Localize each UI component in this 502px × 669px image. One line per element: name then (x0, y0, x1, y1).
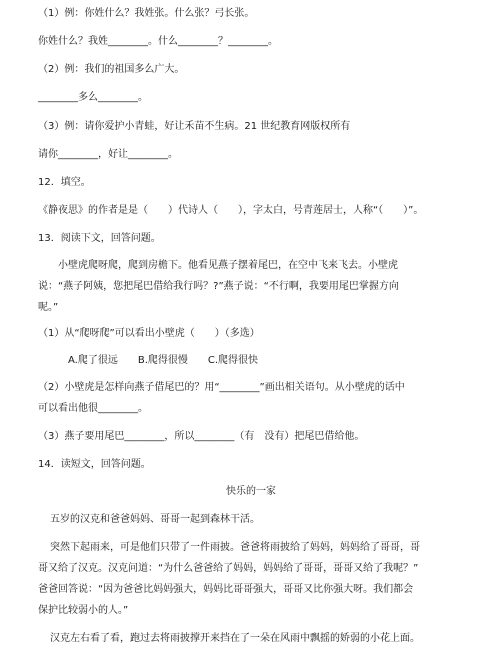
q3-exercise: 请你________，好让________。 (38, 149, 178, 160)
question-12-heading: 12．填空。 (38, 177, 91, 188)
q2-exercise: ________多么________。 (38, 92, 148, 103)
passage-13-line-1: 小壁虎爬呀爬，爬到房檐下。他看见燕子摆着尾巴，在空中飞来飞去。小壁虎 (58, 260, 398, 271)
story-title: 快乐的一家 (226, 486, 276, 497)
q13-2-line-2: 可以看出他很________。 (38, 403, 148, 414)
q2-example: （2）例：我们的祖国多么广大。 (38, 64, 185, 75)
question-12-text: 《静夜思》的作者是是（ ）代诗人（ ），字太白，号青莲居士，人称“（ ）”。 (38, 205, 424, 216)
story-line-6: 汉克左右看了看，跑过去将雨披撑开来挡在了一朵在风雨中飘摇的娇弱的小花上面。 (50, 633, 420, 644)
story-line-2: 突然下起雨来，可是他们只带了一件雨披。爸爸将雨披给了妈妈，妈妈给了哥哥，哥 (50, 542, 420, 553)
story-line-1: 五岁的汉克和爸爸妈妈、哥哥一起到森林干活。 (50, 514, 260, 525)
passage-13-line-3: 呢。” (38, 302, 59, 313)
story-line-3: 哥又给了汉克。汉克问道：“为什么爸爸给了妈妈，妈妈给了哥哥，哥哥又给了我呢？” (38, 563, 419, 574)
q3-example: （3）例：请你爱护小青蛙，好让禾苗不生病。21 世纪教育网版权所有 (38, 121, 351, 132)
q13-3: （3）燕子要用尾巴________，所以________（有 没有）把尾巴借给他。 (38, 431, 365, 442)
story-line-4: 爸爸回答说：“因为爸爸比妈妈强大，妈妈比哥哥强大，哥哥又比你强大呀。我们都会 (38, 584, 414, 595)
question-13-heading: 13．阅读下文，回答问题。 (38, 233, 161, 244)
q1-example: （1）例：你姓什么？我姓张。什么张？弓长张。 (38, 8, 255, 19)
story-line-5: 保护比较弱小的人。” (38, 605, 129, 616)
q1-exercise: 你姓什么？我姓________。什么________？________。 (38, 36, 278, 47)
q13-1: （1）从“爬呀爬”可以看出小壁虎（ ）（多选） (38, 328, 260, 339)
question-14-heading: 14．读短文，回答问题。 (38, 459, 151, 470)
q13-2-line-1: （2）小壁虎是怎样向燕子借尾巴的？用“________”画出相关语句。从小壁虎的话中 (38, 382, 405, 393)
q13-1-options: A.爬了很远 B.爬得很慢 C.爬得很快 (68, 355, 259, 366)
passage-13-line-2: 说：“燕子阿姨，您把尾巴借给我行吗？?”燕子说：“不行啊，我要用尾巴掌握方向 (38, 281, 399, 292)
